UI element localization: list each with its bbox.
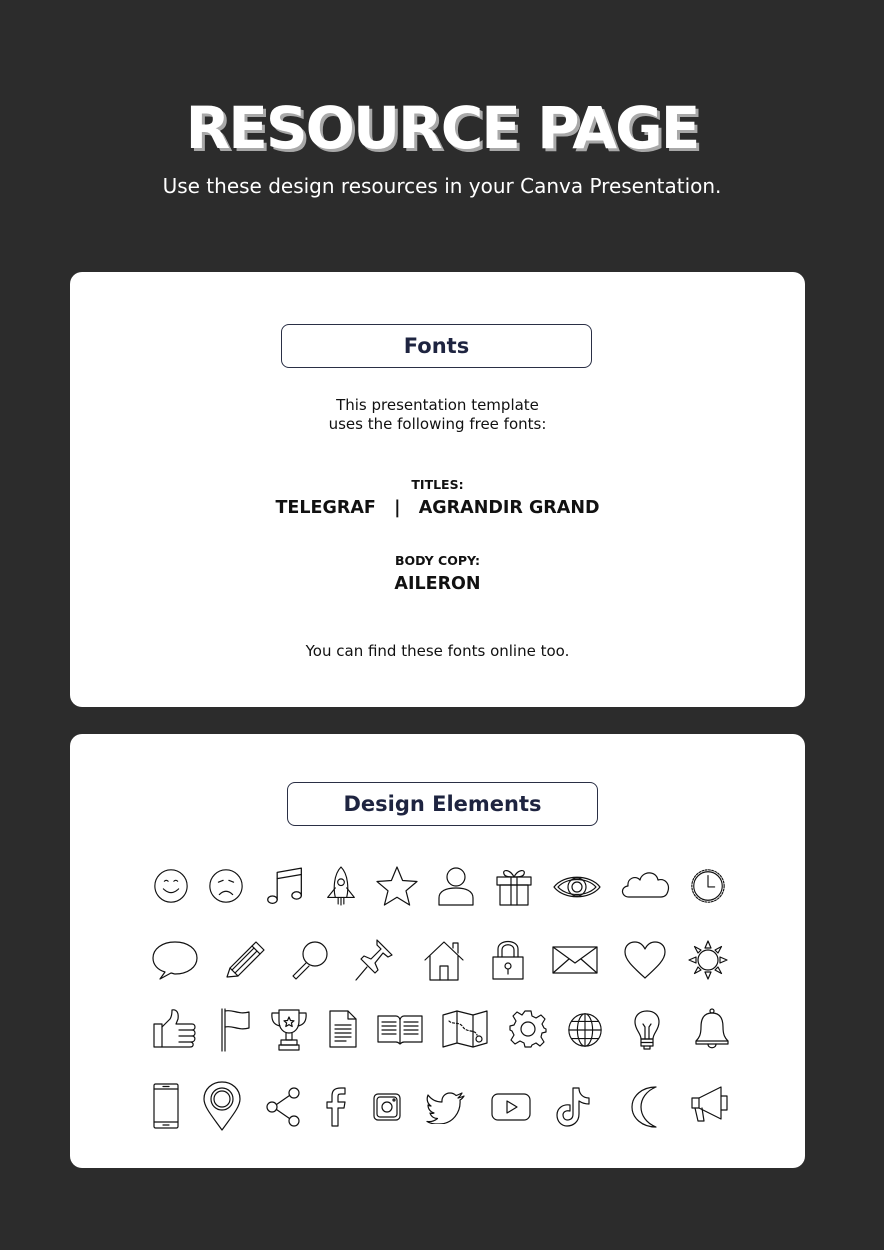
eye-icon [552,872,602,902]
pencil-icon [223,939,267,981]
document-icon [328,1009,358,1049]
user-icon [436,865,476,907]
fonts-card [70,272,805,707]
lightbulb-icon [632,1009,662,1051]
body-copy-label: BODY COPY: [395,553,480,568]
heart-icon [623,940,667,980]
magnifier-icon [287,939,331,981]
titles-label: TITLES: [411,477,464,492]
fonts-note: You can find these fonts online too. [305,642,570,660]
trophy-icon [269,1007,309,1053]
fonts-intro-line-2: uses the following free fonts: [328,415,547,433]
body-copy-font: AILERON [394,574,481,594]
sun-icon [687,939,729,981]
padlock-icon [490,937,526,981]
pushpin-icon [353,937,395,983]
crescent-moon-icon [628,1084,660,1130]
fonts-heading: Fonts [281,324,592,368]
titles-fonts: TELEGRAF | AGRANDIR GRAND [275,498,600,518]
bell-icon [694,1007,730,1051]
location-pin-icon [202,1080,242,1132]
megaphone-icon [689,1084,731,1124]
open-book-icon [376,1012,424,1046]
fonts-intro-line-1: This presentation template [336,396,539,414]
fonts-intro [70,396,805,434]
twitter-icon [426,1092,466,1124]
house-icon [423,938,465,982]
design-elements-card [70,734,805,1168]
facebook-icon [325,1086,347,1128]
instagram-icon [372,1092,402,1122]
smartphone-icon [152,1082,180,1130]
map-icon [441,1009,489,1049]
design-elements-heading: Design Elements [287,782,598,826]
gift-icon [494,865,534,907]
clock-icon [689,867,727,905]
globe-icon [566,1011,604,1049]
thumbs-up-icon [152,1007,198,1049]
gear-icon [508,1009,548,1049]
speech-bubble-icon [151,939,199,981]
envelope-icon [551,945,599,975]
music-note-icon [263,865,305,907]
share-icon [265,1086,301,1128]
smiley-face-icon [152,867,190,905]
tiktok-icon [554,1086,594,1128]
page-subtitle: Use these design resources in your Canva Presentation. [162,174,722,198]
flag-icon [218,1007,252,1053]
star-icon [375,865,419,907]
cloud-icon [619,867,671,899]
sad-face-icon [207,867,245,905]
rocket-icon [322,865,360,907]
youtube-icon [490,1092,532,1122]
page-title: RESOURCE PAGE [185,94,699,162]
